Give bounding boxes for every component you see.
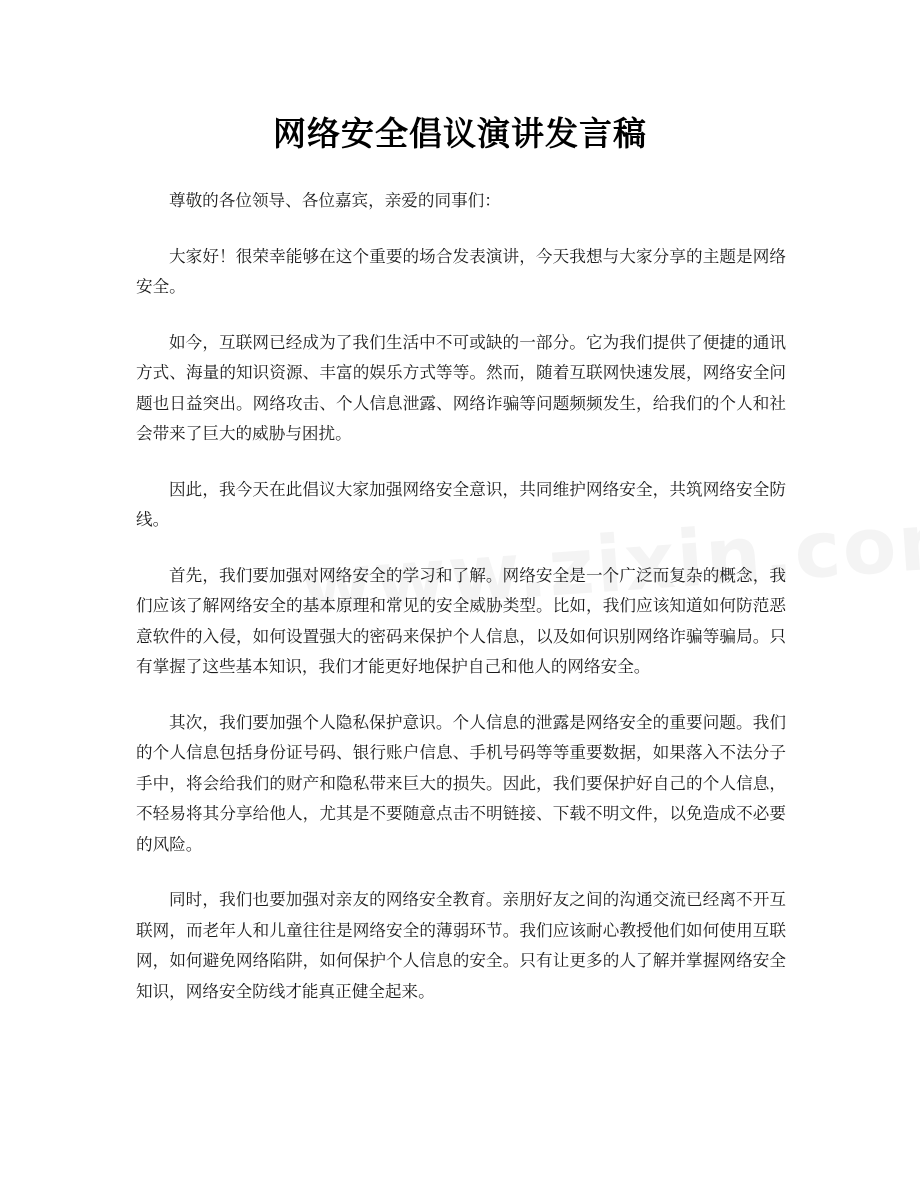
paragraph-salutation: 尊敬的各位领导、各位嘉宾，亲爱的同事们：: [169, 191, 501, 210]
paragraph-second-point: 其次，我们要加强个人隐私保护意识。个人信息的泄露是网络安全的重要问题。我们的个人信息包括身份证号码、银行账户信息、手机号码等等重要数据，如果落入不法分子手中，将会给我们的财产和隐私带来巨大的损失。因此，我们要保护好自己的个人信息，不轻易将其分享给他人，尤其是不要随意点击不明链接、下载不明文件，以免造成不必要的风险。: [136, 712, 786, 854]
paragraph-greeting: 大家好！很荣幸能够在这个重要的场合发表演讲，今天我想与大家分享的主题是网络安全。: [136, 246, 786, 296]
paragraph-proposal: 因此，我今天在此倡议大家加强网络安全意识，共同维护网络安全，共筑网络安全防线。: [136, 479, 786, 529]
paragraph-background: 如今，互联网已经成为了我们生活中不可或缺的一部分。它为我们提供了便捷的通讯方式、海量的知识资源、丰富的娱乐方式等等。然而，随着互联网快速发展，网络安全问题也日益突出。网络攻击、个人信息泄露、网络诈骗等问题频频发生，给我们的个人和社会带来了巨大的威胁与困扰。: [136, 332, 786, 443]
paragraph-third-point: 同时，我们也要加强对亲友的网络安全教育。亲朋好友之间的沟通交流已经离不开互联网，而老年人和儿童往往是网络安全的薄弱环节。我们应该耐心教授他们如何使用互联网，如何避免网络陷阱，如何保护个人信息的安全。只有让更多的人了解并掌握网络安全知识，网络安全防线才能真正健全起来。: [136, 890, 786, 1001]
paragraph-first-point: 首先，我们要加强对网络安全的学习和了解。网络安全是一个广泛而复杂的概念，我们应该了解网络安全的基本原理和常见的安全威胁类型。比如，我们应该知道如何防范恶意软件的入侵，如何设置强大的密码来保护个人信息，以及如何识别网络诈骗等骗局。只有掌握了这些基本知识，我们才能更好地保护自己和他人的网络安全。: [136, 565, 786, 676]
document-title: 网络安全倡议演讲发言稿: [273, 114, 647, 153]
document-body: [136, 186, 786, 1032]
